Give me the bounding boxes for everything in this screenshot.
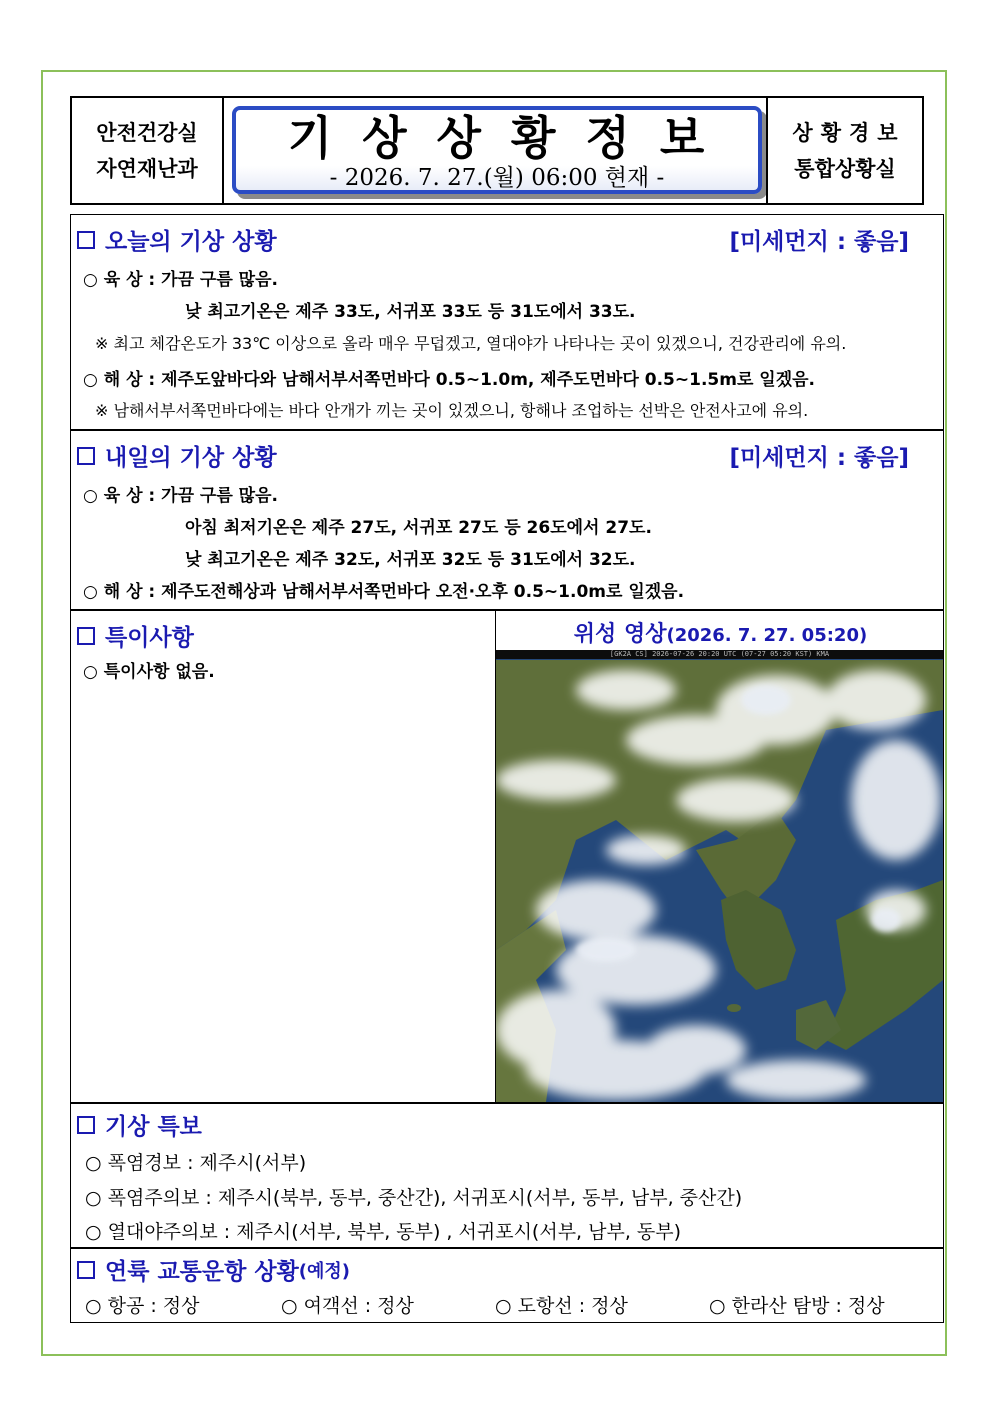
today-sea-note: ※ 남해서부서쪽먼바다에는 바다 안개가 끼는 곳이 있겠으니, 항해나 조업하는 선박은 안전사고에 유의. [95,401,809,420]
tomorrow-weather-section [70,430,944,610]
today-land-note: ※ 최고 체감온도가 33℃ 이상으로 올라 매우 무덥겠고, 열대야가 나타나는 곳이 있겠으니, 건강관리에 유의. [95,334,847,353]
square-box-icon [77,447,95,465]
warning-item: ○ 열대야주의보 : 제주시(서부, 북부, 동부) , 서귀포시(서부, 남부, 동부) [85,1221,682,1243]
department-block [72,98,224,203]
transport-title-suffix: (예정) [298,1260,350,1282]
report-header [70,96,924,205]
square-box-icon [77,1261,95,1279]
weather-warning-section [70,1103,944,1248]
tomorrow-land [83,481,278,506]
transport-section [70,1248,944,1323]
satellite-caption: [GK2A CS] 2026-07-26 20:20 UTC (07-27 05:20 KST) KMA [496,650,943,659]
transport-section-title [77,1253,350,1286]
tomorrow-land-label: ○ 육 상 : [83,486,162,506]
tomorrow-dust-status: [미세먼지 : 좋음] [729,445,909,471]
today-weather-section [70,214,944,430]
satellite-section [495,610,944,1103]
title-box [232,106,762,194]
square-box-icon [77,1116,95,1134]
tomorrow-sea: ○ 해 상 : 제주도전해상과 남해서부서쪽먼바다 오전·오후 0.5~1.0m로 일겠음. [83,582,685,602]
satellite-image-graphic [496,650,943,1102]
transport-item-ferry: ○ 여객선 : 정상 [281,1295,414,1317]
satellite-image [496,650,943,1102]
warning-section-title [77,1108,202,1141]
office-line2: 통합상황실 [794,156,896,181]
warning-item: ○ 폭염주의보 : 제주시(북부, 동부, 중산간), 서귀포시(서부, 동부, 남부, 중산간) [85,1187,743,1209]
tomorrow-land-max: 낮 최고기온은 제주 32도, 서귀포 32도 등 31도에서 32도. [185,550,636,570]
transport-item-air: ○ 항공 : 정상 [85,1295,200,1317]
special-title-text: 특이사항 [105,625,194,651]
warning-title-text: 기상 특보 [105,1114,202,1140]
square-box-icon [77,231,95,249]
satellite-time: (2026. 7. 27. 05:20) [666,625,868,646]
satellite-title [496,617,945,648]
special-notes-section [70,610,496,1103]
office-line1: 상황경보 [792,120,906,145]
today-land-text: 가끔 구름 많음. [161,270,278,290]
tomorrow-section-title [77,439,277,472]
today-section-title [77,223,277,256]
department-line2: 자연재난과 [96,156,198,181]
transport-item-hallasan: ○ 한라산 탐방 : 정상 [709,1295,885,1317]
today-dust-status: [미세먼지 : 좋음] [729,229,909,255]
square-box-icon [77,627,95,645]
transport-item-island-ferry: ○ 도항선 : 정상 [495,1295,628,1317]
today-land [83,265,278,290]
today-land-label: ○ 육 상 : [83,270,162,290]
special-section-title [77,619,194,652]
report-title: 기상상황정보 [287,111,735,165]
transport-title-text: 연륙 교통운항 상황 [105,1259,299,1285]
today-land-temp: 낮 최고기온은 제주 33도, 서귀포 33도 등 31도에서 33도. [185,302,636,322]
today-sea: ○ 해 상 : 제주도앞바다와 남해서부서쪽먼바다 0.5~1.0m, 제주도먼바다 0.5~1.5m로 일겠음. [83,370,816,390]
satellite-title-text: 위성 영상 [573,622,667,647]
warning-item: ○ 폭염경보 : 제주시(서부) [85,1152,307,1174]
department-line1: 안전건강실 [96,120,198,145]
tomorrow-title-text: 내일의 기상 상황 [105,445,277,471]
special-content: ○ 특이사항 없음. [83,662,215,682]
office-block [766,98,922,203]
report-date: - 2026. 7. 27.(월) 06:00 현재 - [329,165,665,191]
tomorrow-land-min: 아침 최저기온은 제주 27도, 서귀포 27도 등 26도에서 27도. [185,518,652,538]
tomorrow-land-text: 가끔 구름 많음. [161,486,278,506]
today-title-text: 오늘의 기상 상황 [105,229,277,255]
